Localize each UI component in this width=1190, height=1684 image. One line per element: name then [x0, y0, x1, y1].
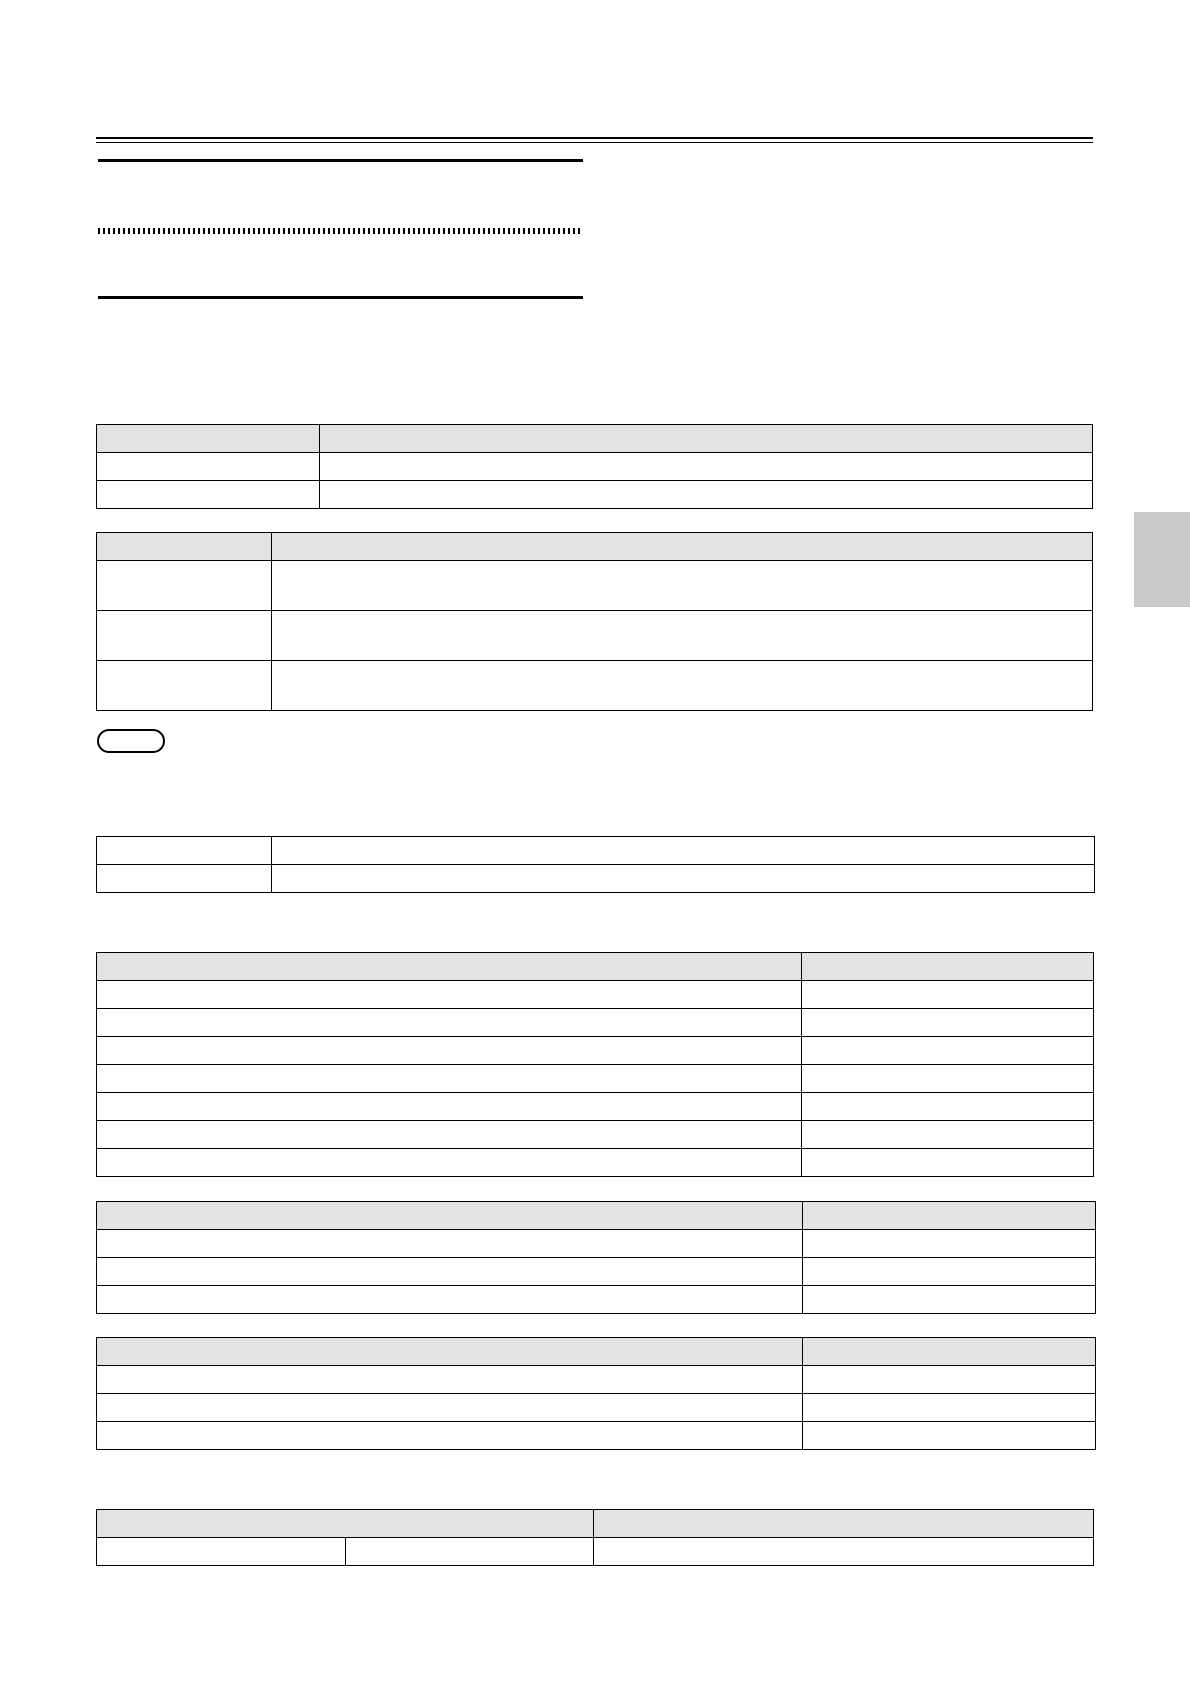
table-cell	[97, 1286, 803, 1314]
table-cell	[272, 865, 1095, 893]
side-index-tab	[1134, 512, 1190, 607]
table-1	[96, 424, 1093, 509]
table-cell	[97, 1538, 346, 1566]
header-cell	[97, 1510, 594, 1538]
table-cell	[97, 1065, 802, 1093]
table-header-row	[97, 1202, 1096, 1230]
table-cell	[802, 1037, 1094, 1065]
table-cell	[97, 453, 320, 481]
table-cell	[97, 981, 802, 1009]
table-cell	[803, 1366, 1096, 1394]
table-5	[96, 1201, 1096, 1314]
header-cell	[594, 1510, 1094, 1538]
table-cell	[803, 1286, 1096, 1314]
header-cell	[272, 533, 1093, 561]
table-cell	[97, 1121, 802, 1149]
table-row	[97, 1258, 1096, 1286]
table-cell	[320, 453, 1093, 481]
table-cell	[272, 611, 1093, 661]
table-row	[97, 611, 1093, 661]
table-cell	[272, 561, 1093, 611]
table-cell	[97, 561, 272, 611]
table-cell	[97, 481, 320, 509]
table-cell	[97, 1009, 802, 1037]
table-cell	[97, 1394, 803, 1422]
table-header-row	[97, 1338, 1096, 1366]
table-row	[97, 1009, 1094, 1037]
table-header-row	[97, 953, 1094, 981]
table-row	[97, 1230, 1096, 1258]
table-cell	[97, 1258, 803, 1286]
table-cell	[97, 661, 272, 711]
table-cell	[802, 1065, 1094, 1093]
table-cell	[803, 1258, 1096, 1286]
table-cell	[97, 1422, 803, 1450]
header-cell	[97, 1338, 803, 1366]
table-cell	[802, 981, 1094, 1009]
table-row	[97, 1093, 1094, 1121]
table-header-row	[97, 533, 1093, 561]
table-header-row	[97, 1510, 1094, 1538]
top-rule-thin	[96, 142, 1093, 143]
table-cell	[97, 1230, 803, 1258]
table-cell	[97, 837, 272, 865]
table-cell	[802, 1121, 1094, 1149]
table-7	[96, 1509, 1094, 1566]
table-cell	[97, 1366, 803, 1394]
table-row	[97, 1065, 1094, 1093]
header-cell	[803, 1338, 1096, 1366]
table-row	[97, 1149, 1094, 1177]
table-cell	[802, 1149, 1094, 1177]
table-cell	[803, 1230, 1096, 1258]
table-cell	[272, 661, 1093, 711]
section-rule-2	[98, 296, 583, 299]
header-cell	[97, 533, 272, 561]
table-cell	[272, 837, 1095, 865]
note-badge	[97, 729, 165, 753]
table-cell	[97, 1037, 802, 1065]
table-cell	[803, 1394, 1096, 1422]
table-2	[96, 532, 1093, 711]
top-rule-thick	[96, 137, 1093, 139]
header-cell	[97, 1202, 803, 1230]
table-cell	[802, 1009, 1094, 1037]
table-row	[97, 1422, 1096, 1450]
table-cell	[803, 1422, 1096, 1450]
header-cell	[803, 1202, 1096, 1230]
table-row	[97, 865, 1095, 893]
table-cell	[97, 611, 272, 661]
dotted-rule	[98, 228, 580, 234]
table-row	[97, 1538, 1094, 1566]
table-row	[97, 1037, 1094, 1065]
table-row	[97, 453, 1093, 481]
table-row	[97, 1286, 1096, 1314]
table-cell	[97, 1149, 802, 1177]
header-cell	[97, 425, 320, 453]
table-3	[96, 836, 1095, 893]
table-row	[97, 981, 1094, 1009]
table-cell	[97, 865, 272, 893]
table-row	[97, 481, 1093, 509]
table-cell	[97, 1093, 802, 1121]
table-row	[97, 1366, 1096, 1394]
table-row	[97, 1394, 1096, 1422]
header-cell	[97, 953, 802, 981]
table-row	[97, 561, 1093, 611]
header-cell	[320, 425, 1093, 453]
table-6	[96, 1337, 1096, 1450]
table-row	[97, 661, 1093, 711]
header-cell	[802, 953, 1094, 981]
table-row	[97, 837, 1095, 865]
section-rule-1	[98, 159, 583, 162]
table-cell	[594, 1538, 1094, 1566]
table-cell	[346, 1538, 594, 1566]
table-row	[97, 1121, 1094, 1149]
table-4	[96, 952, 1094, 1177]
table-cell	[802, 1093, 1094, 1121]
table-cell	[320, 481, 1093, 509]
table-header-row	[97, 425, 1093, 453]
